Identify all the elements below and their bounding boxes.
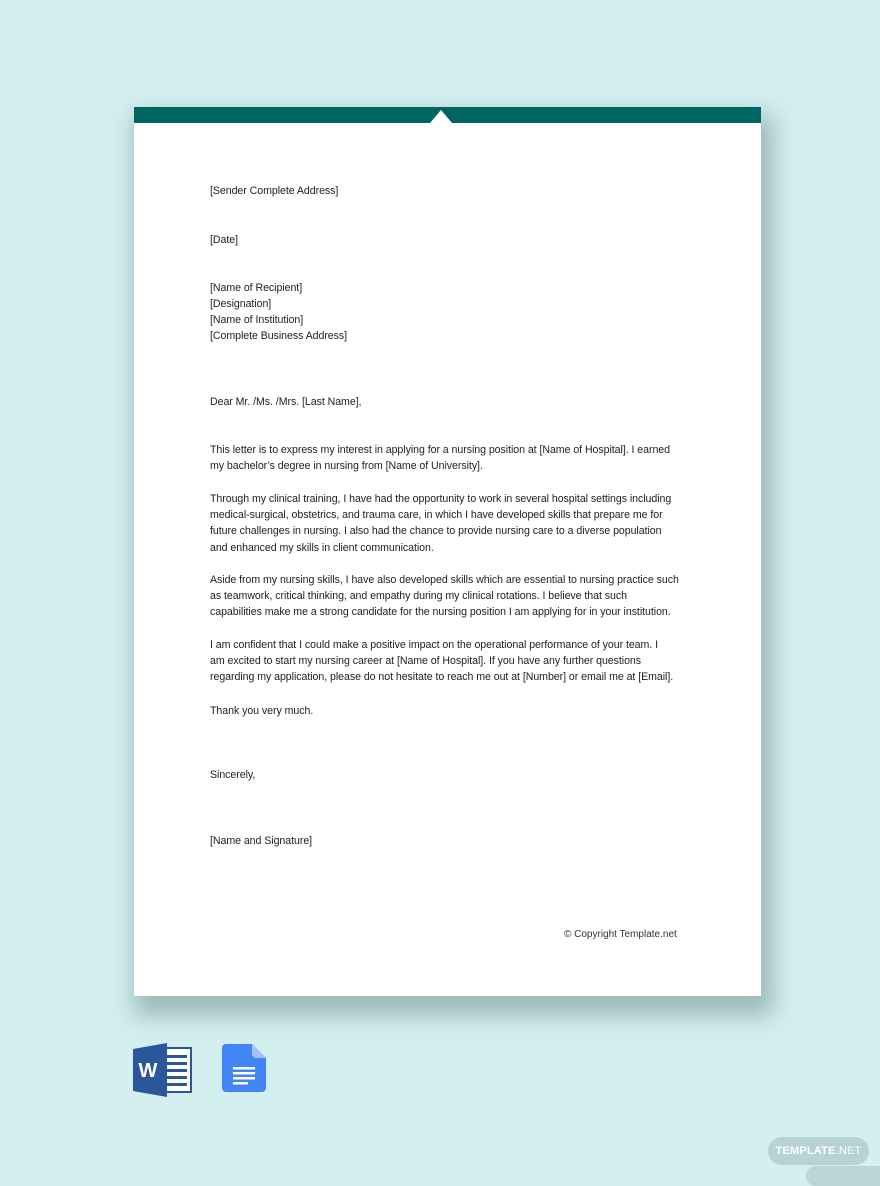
paragraph-line: Thank you very much. xyxy=(210,705,314,717)
closing: Sincerely, xyxy=(210,769,256,781)
paragraph-line: Aside from my nursing skills, I have also developed skills which are essential to nursing practice such xyxy=(210,574,679,586)
paragraph-thanks xyxy=(210,703,690,719)
google-docs-icon[interactable] xyxy=(222,1044,266,1092)
paragraph-line: I am confident that I could make a positive impact on the operational performance of your team. I xyxy=(210,639,658,651)
paragraph-line: and enhanced my skills in client communication. xyxy=(210,541,434,554)
sender-address: [Sender Complete Address] xyxy=(210,185,339,197)
paragraph-skills xyxy=(210,572,690,621)
brand-name-suffix: .NET xyxy=(835,1145,862,1157)
brand-pill-backdrop xyxy=(806,1166,880,1186)
brand-name-bold: TEMPLATE xyxy=(775,1145,836,1157)
paragraph-line: medical-surgical, obstetrics, and trauma care, in which I have developed skills that prepare me for xyxy=(210,509,663,522)
salutation: Dear Mr. /Ms. /Mrs. [Last Name], xyxy=(210,396,362,408)
paragraph-line: as teamwork, critical thinking, and empathy during my clinical rotations. I believe that such xyxy=(210,590,627,603)
paragraph-line: Through my clinical training, I have had the opportunity to work in several hospital settings including xyxy=(210,493,672,505)
paragraph-intro xyxy=(210,442,690,474)
word-icon[interactable] xyxy=(133,1043,193,1097)
paragraph-confidence xyxy=(210,637,690,686)
copyright-notice: © Copyright Template.net xyxy=(564,929,677,940)
paragraph-training xyxy=(210,491,690,556)
paragraph-line: am excited to start my nursing career at [Name of Hospital]. If you have any further questions xyxy=(210,655,642,668)
header-notch xyxy=(430,110,452,123)
paragraph-line: my bachelor’s degree in nursing from [Name of University]. xyxy=(210,460,483,473)
paragraph-line: capabilities make me a strong candidate for the nursing position I am applying for in your institution. xyxy=(210,606,671,619)
paragraph-line: future challenges in nursing. I also had the chance to provide nursing care to a diverse population xyxy=(210,525,662,538)
letter-preview-page xyxy=(134,107,761,996)
svg-text:W: W xyxy=(138,1060,158,1082)
recipient-name: [Name of Recipient] xyxy=(210,282,303,294)
recipient-designation: [Designation] xyxy=(210,298,272,310)
recipient-institution: [Name of Institution] xyxy=(210,314,304,326)
letter-date: [Date] xyxy=(210,234,238,246)
recipient-address: [Complete Business Address] xyxy=(210,330,348,342)
signature: [Name and Signature] xyxy=(210,835,313,847)
paragraph-line: This letter is to express my interest in applying for a nursing position at [Name of Hospital]. I earned xyxy=(210,444,670,456)
paragraph-line: regarding my application, please do not hesitate to reach me out at [Number] or email me at [Email]. xyxy=(210,671,674,684)
template-net-badge[interactable] xyxy=(768,1137,869,1165)
